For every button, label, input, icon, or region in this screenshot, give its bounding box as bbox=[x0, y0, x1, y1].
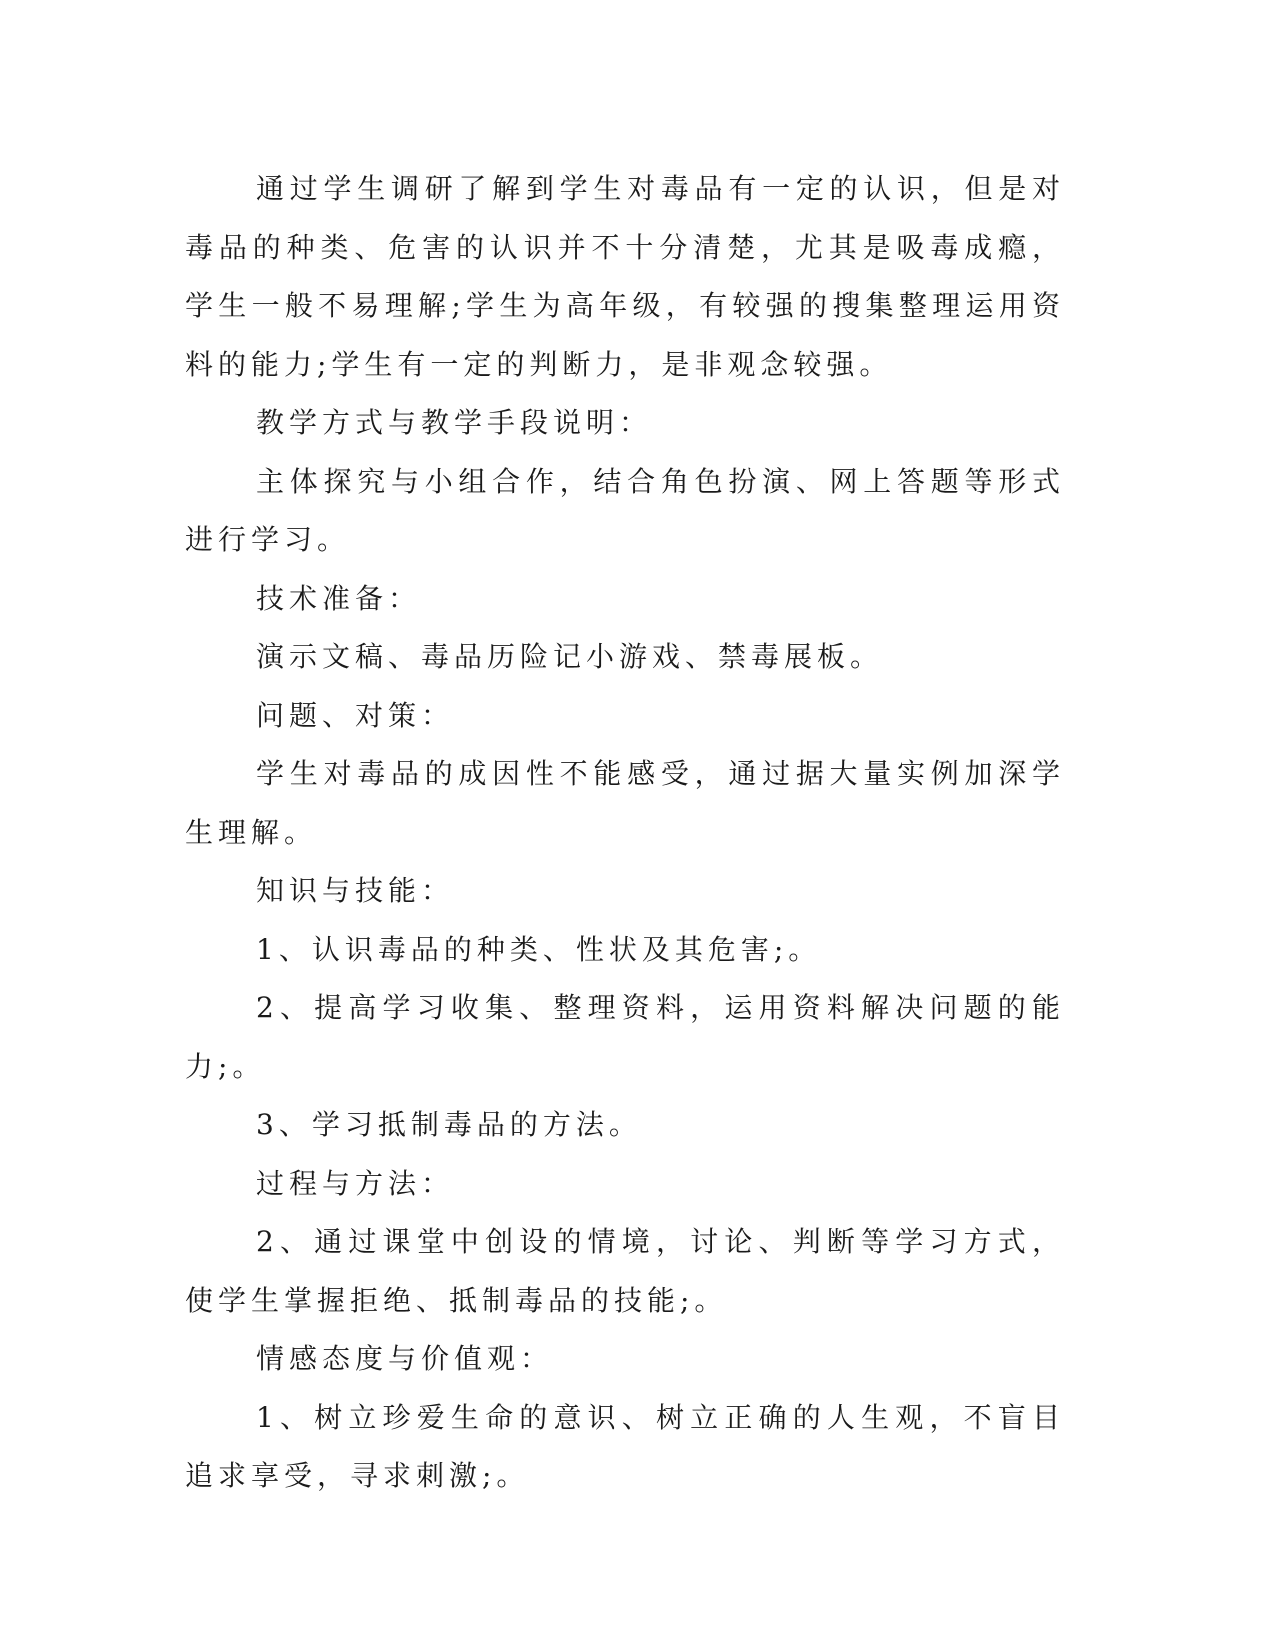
list-item-process-2: 2、通过课堂中创设的情境，讨论、判断等学习方式，使学生掌握拒绝、抵制毒品的技能;。 bbox=[185, 1225, 1065, 1317]
list-item-knowledge-3: 3、学习抵制毒品的方法。 bbox=[256, 1108, 642, 1141]
heading-emotion-values: 情感态度与价值观： bbox=[256, 1342, 554, 1375]
paragraph-teaching-methods: 主体探究与小组合作，结合角色扮演、网上答题等形式进行学习。 bbox=[185, 464, 1065, 556]
list-item-emotion-1: 1、树立珍爱生命的意识、树立正确的人生观，不盲目追求享受，寻求刺激;。 bbox=[185, 1400, 1065, 1492]
document-body bbox=[185, 160, 1065, 1506]
paragraph-student-analysis: 通过学生调研了解到学生对毒品有一定的认识，但是对毒品的种类、危害的认识并不十分清楚，尤其是吸毒成瘾，学生一般不易理解;学生为高年级，有较强的搜集整理运用资料的能力;学生有一定的判断力，是非观念较强。 bbox=[185, 172, 1065, 381]
heading-teaching-methods: 教学方式与教学手段说明： bbox=[256, 406, 653, 439]
paragraph-technical-preparation: 演示文稿、毒品历险记小游戏、禁毒展板。 bbox=[256, 640, 884, 673]
heading-problems-solutions: 问题、对策： bbox=[256, 698, 455, 732]
heading-process-methods: 过程与方法： bbox=[256, 1166, 455, 1200]
paragraph-problems-solutions: 学生对毒品的成因性不能感受，通过据大量实例加深学生理解。 bbox=[185, 757, 1065, 849]
list-item-knowledge-1: 1、认识毒品的种类、性状及其危害;。 bbox=[256, 932, 822, 966]
heading-knowledge-skills: 知识与技能： bbox=[256, 874, 455, 907]
heading-technical-preparation: 技术准备： bbox=[256, 581, 422, 615]
list-item-knowledge-2: 2、提高学习收集、整理资料，运用资料解决问题的能力;。 bbox=[185, 991, 1065, 1083]
